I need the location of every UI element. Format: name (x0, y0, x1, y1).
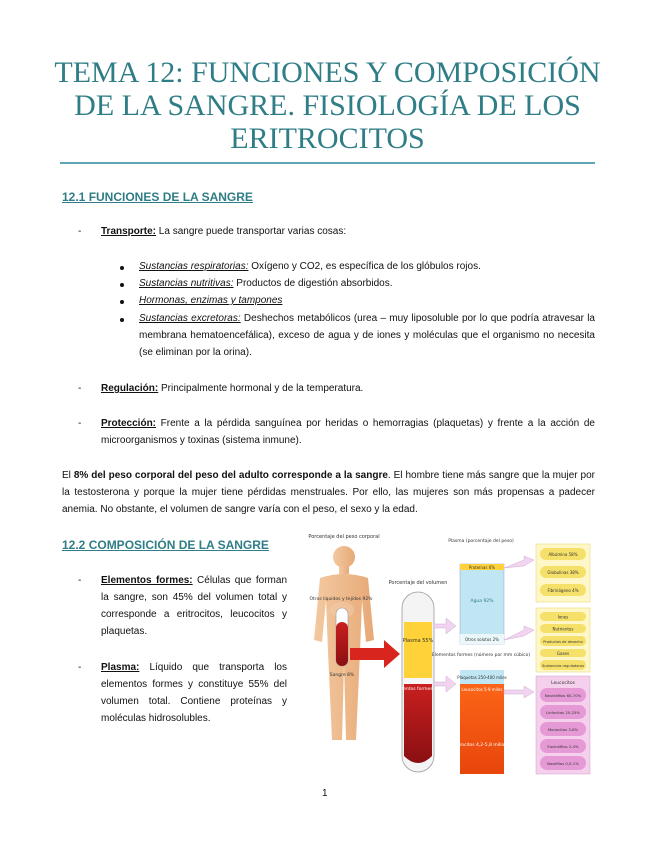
label-sustancias-reg: Sustancias reguladoras (542, 664, 584, 668)
dash-bullet: - (78, 226, 82, 237)
page-title (40, 56, 615, 155)
proteccion-label: Protección: (101, 418, 157, 429)
label-gases: Gases (556, 651, 570, 656)
arrow-right (504, 686, 534, 698)
section-heading-funciones: 12.1 FUNCIONES DE LA SANGRE (62, 190, 253, 204)
label-elementos-tube: Elementos formes 45% (391, 687, 445, 692)
plasma-text: Líquido que transporta los elementos formes y constituye 55% del volumen total. Contiene proteínas y moléculas hidrosolubles. (101, 662, 287, 724)
regulacion-text: Principalmente hormonal y de la temperatura. (158, 383, 364, 394)
transporte-item (101, 223, 595, 240)
elementos-text: Células que forman la sangre, son 45% del volumen total y corresponde a eritrocitos, leucocitos y plaquetas. (101, 575, 287, 637)
arrow-right (504, 626, 534, 640)
title-line-3: ERITROCITOS (230, 122, 425, 155)
label-fibrinogeno: Fibrinógeno 4% (547, 588, 579, 593)
label-eritrocitos: Eritrocitos 4,2-5,8 millones (451, 743, 513, 748)
subitem-text: Productos de digestión absorbidos. (233, 278, 393, 289)
title-line-1: TEMA 12: FUNCIONES Y COMPOSICIÓN (54, 56, 601, 89)
bullet-dot (120, 266, 124, 270)
bullet-dot (120, 300, 124, 304)
label-plasma-box-title: Plasma (porcentaje del peso) (448, 539, 514, 544)
paragraph-rest: . El hombre tiene más sangre que la mujer por la testosterona y porque la mujer tiene pérdidas menstruales. Por ello, las mujeres son más propensas a padecer anemia. No obstante, el volumen de sangre varía con el peso, el sexo y la edad. (62, 470, 595, 515)
label-sangre: Sangre 8% (329, 673, 355, 678)
subitem-text: Deshechos metabólicos (urea – muy liposoluble por lo que podría atravesar la membrana hematoencefálica), exceso de agua y de iones y moléculas que el organismo no necesita (se eliminan por la orina). (139, 313, 595, 358)
label-iones: Iones (557, 614, 569, 620)
regulacion-item (101, 380, 595, 397)
blood-composition-figure (296, 530, 594, 778)
label-eosinofilos: Eosinófilos 2-4% (547, 744, 579, 749)
dash-bullet: - (78, 575, 82, 586)
regulacion-label: Regulación: (101, 383, 159, 394)
proteccion-text: Frente a la pérdida sanguínea por heridas o hemorragias (plaquetas) y frente a la acción de microorganismos y toxinas (sistema inmune). (101, 418, 595, 446)
subitem-label: Sustancias excretoras: (139, 313, 241, 324)
label-porc-volumen: Porcentaje del volumen (388, 580, 448, 586)
transporte-label: Transporte: (101, 226, 157, 237)
label-productos-desecho: Productos de desecho (543, 640, 583, 644)
elementos-column (460, 670, 504, 774)
transporte-subitem (139, 258, 595, 275)
elementos-label: Elementos formes: (101, 575, 193, 586)
bullet-dot (120, 318, 124, 322)
label-peso-corporal: Porcentaje del peso corporal (308, 534, 380, 540)
label-proteinas: Proteínas 6% (468, 565, 496, 570)
section-heading-composicion: 12.2 COMPOSICIÓN DE LA SANGRE (62, 538, 269, 552)
label-otros-liquidos: Otros líquidos y tejidos 92% (309, 597, 373, 602)
plasma-label: Plasma: (101, 662, 140, 673)
label-otros-solutos: Otros solutos 2% (465, 637, 499, 642)
label-agua: Agua 92% (470, 599, 494, 604)
dash-bullet: - (78, 418, 82, 429)
blood-tube (402, 592, 434, 772)
label-leucocitos-band: Leucocitos 5-9 miles (461, 687, 503, 692)
transporte-text: La sangre puede transportar varias cosas: (156, 226, 347, 237)
label-linfocitos: Linfocitos 20-25% (545, 710, 581, 715)
paragraph-bold: 8% del peso corporal del peso del adulto corresponde a la sangre (73, 470, 388, 481)
subitem-label: Sustancias nutritivas: (139, 278, 234, 289)
label-plaquetas: Plaquetas 250-400 miles (457, 675, 507, 680)
bullet-dot (120, 283, 124, 287)
label-nutrientes: Nutrientes (552, 626, 574, 632)
proteccion-item (101, 415, 595, 449)
transporte-subitem (139, 310, 595, 361)
label-neutrofilos: Neutrófilos 60-70% (544, 693, 582, 698)
dash-bullet: - (78, 662, 82, 673)
transporte-subitem (139, 292, 595, 309)
paragraph-prefix: El (62, 470, 74, 481)
label-leucocitos-title: Leucocitos (551, 681, 575, 686)
label-monocitos: Monocitos 3-8% (547, 727, 579, 732)
subitem-label: Sustancias respiratorias: (139, 261, 249, 272)
subitem-text: Oxígeno y CO2, es específica de los glóbulos rojos. (248, 261, 481, 272)
arrow-right (504, 556, 534, 568)
subitem-label: Hormonas, enzimas y tampones (139, 295, 283, 306)
arrow-right (434, 618, 456, 634)
label-albumina: Albúmina 58% (548, 552, 578, 557)
blood-percentage-paragraph (62, 467, 595, 518)
label-elem-box-title: Elementos formes (número por mm cúbico) (431, 653, 531, 658)
title-line-2: DE LA SANGRE. FISIOLOGÍA DE LOS (74, 89, 581, 122)
plasma-item (101, 659, 287, 727)
dash-bullet: - (78, 383, 82, 394)
page-number: 1 (322, 788, 328, 799)
label-basofilos: Basófilos 0,5-1% (547, 761, 579, 766)
title-divider (60, 162, 595, 164)
elementos-formes-item (101, 572, 287, 640)
transporte-subitem (139, 275, 595, 292)
label-globulinas: Globulinas 38% (547, 570, 579, 575)
plasma-column (460, 564, 504, 644)
label-plasma-tube: Plasma 55% (402, 638, 434, 644)
